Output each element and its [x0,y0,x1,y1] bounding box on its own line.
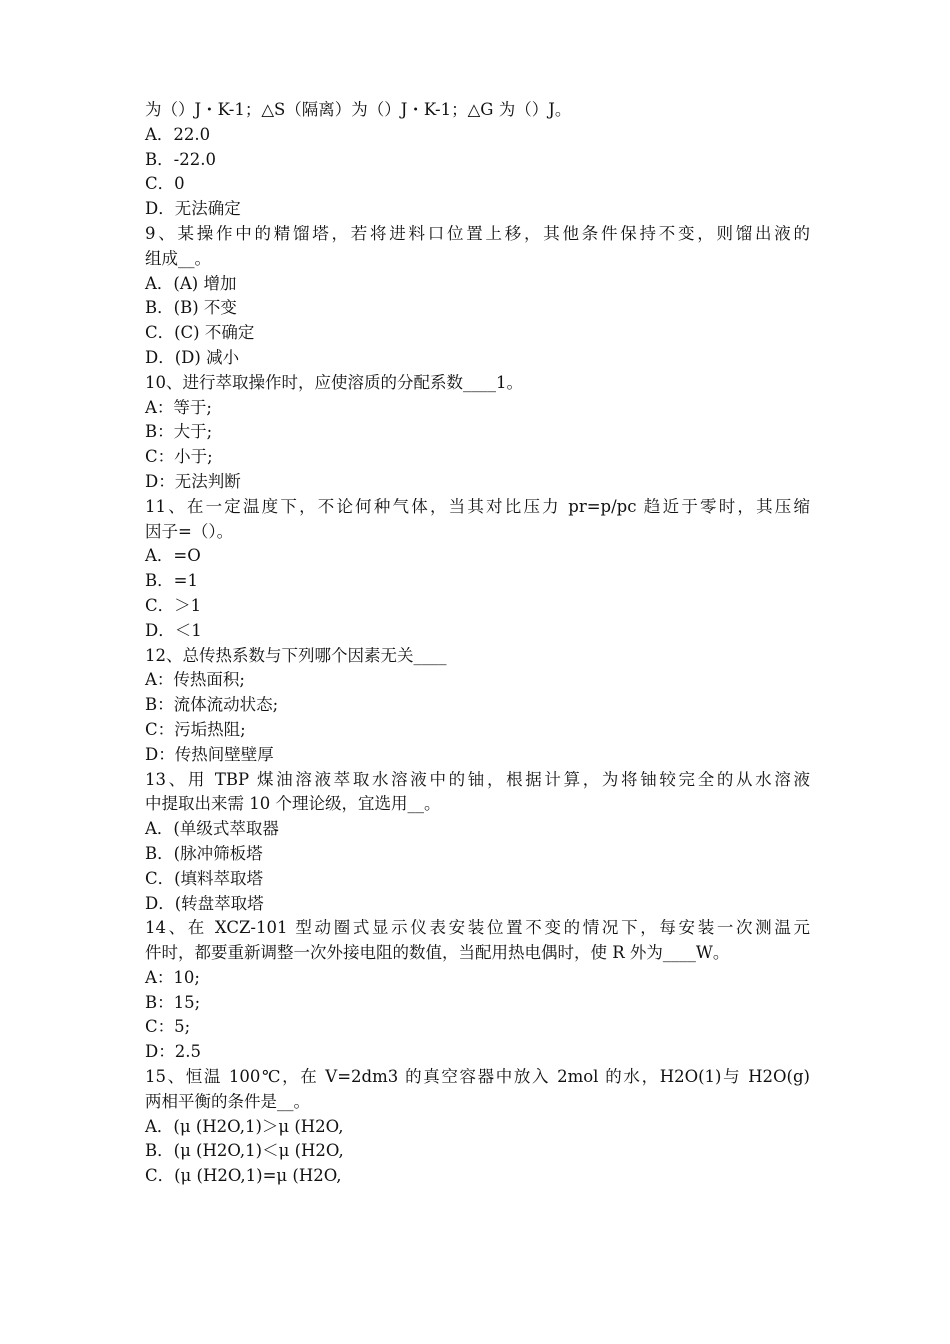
answer-option: B：流体流动状态; [145,695,279,715]
question-text [145,916,810,966]
text-line: 组成__。 [145,248,211,268]
answer-option: B：大于; [145,422,213,442]
answer-option: A．=O [145,546,201,566]
answer-option: C．＞1 [145,595,202,615]
answer-option: B．(μ (H2O,1)＜μ (H2O, [145,1141,344,1161]
answer-option: D：2.5 [145,1042,201,1062]
text-line: 13、用 TBP 煤油溶液萃取水溶液中的铀，根据计算，为将铀较完全的从水溶液 [145,769,810,789]
answer-option: C．(C) 不确定 [145,323,255,343]
answer-option: B．(B) 不变 [145,298,237,318]
answer-option: A．(A) 增加 [145,273,237,293]
answer-option: C：小于; [145,447,213,467]
answer-option: D．(转盘萃取塔 [145,893,264,913]
continuation-text [145,98,810,123]
answer-option: C：污垢热阻; [145,719,246,739]
question-text [145,768,810,818]
text-line: 9、某操作中的精馏塔，若将进料口位置上移，其他条件保持不变，则馏出液的 [145,223,810,243]
answer-option: C．(填料萃取塔 [145,868,264,888]
text-line: 中提取出来需 10 个理论级，宜选用__。 [145,794,441,814]
answer-option: B．-22.0 [145,149,216,169]
answer-option: D．＜1 [145,620,202,640]
text-line: 14、在 XCZ-101 型动圈式显示仪表安装位置不变的情况下，每安装一次测温元 [145,918,810,938]
question-text [145,644,810,669]
text-line: 两相平衡的条件是__。 [145,1091,310,1111]
answer-option: C．(μ (H2O,1)=μ (H2O, [145,1166,342,1186]
question-text [145,222,810,272]
question-text [145,495,810,545]
text-line: 15、恒温 100℃，在 V=2dm3 的真空容器中放入 2mol 的水，H2O(1)与 H2O(g) [145,1067,810,1087]
answer-option: A．22.0 [145,124,211,144]
answer-option: D：传热间壁壁厚 [145,744,274,764]
answer-option: B．(脉冲筛板塔 [145,843,263,863]
text-line: 10、进行萃取操作时，应使溶质的分配系数____1。 [145,372,523,392]
answer-option: A：等于; [145,397,212,417]
text-line: 因子=（）。 [145,521,234,541]
document-body [145,98,810,1189]
answer-option: B．=1 [145,571,198,591]
text-line: 12、总传热系数与下列哪个因素无关____ [145,645,447,665]
question-text [145,1065,810,1115]
answer-option: A．(μ (H2O,1)＞μ (H2O, [145,1116,344,1136]
text-line: 11、在一定温度下，不论何种气体，当其对比压力 pr=p/pc 趋近于零时，其压缩 [145,496,810,516]
answer-option: D．(D) 减小 [145,347,240,367]
answer-option: B：15; [145,992,201,1012]
question-text [145,371,810,396]
text-line: 为（）J・K-1；△S（隔离）为（）J・K-1；△G 为（）J。 [145,100,572,119]
answer-option: D．无法确定 [145,199,241,219]
answer-option: D：无法判断 [145,471,241,491]
answer-option: C．0 [145,174,185,194]
answer-option: A：10; [145,967,200,987]
answer-option: A．(单级式萃取器 [145,819,279,839]
answer-option: C：5; [145,1017,191,1037]
answer-option: A：传热面积; [145,670,245,690]
text-line: 件时，都要重新调整一次外接电阻的数值，当配用热电偶时，使 R 外为____W。 [145,943,730,963]
